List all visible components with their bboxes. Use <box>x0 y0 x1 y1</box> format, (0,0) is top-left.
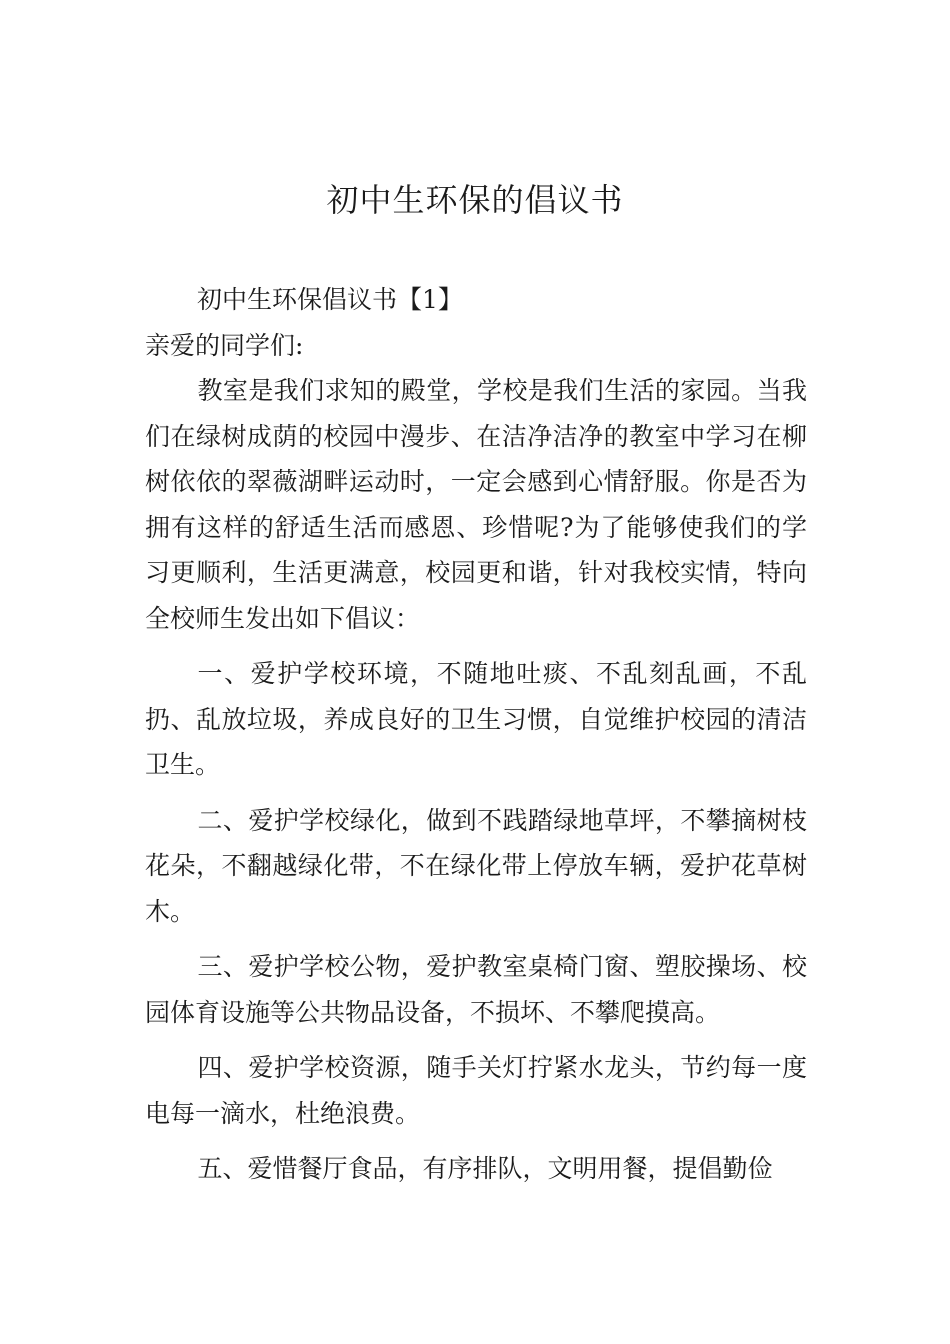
paragraph-item-5: 五、爱惜餐厅食品，有序排队，文明用餐，提倡勤俭 <box>197 1154 773 1183</box>
paragraph-intro: 教室是我们求知的殿堂，学校是我们生活的家园。当我们在绿树成荫的校园中漫步、在洁净洁净的教室中学习在柳树依依的翠薇湖畔运动时，一定会感到心情舒服。你是否为拥有这样的舒适生活而感恩、珍惜呢?为了能够使我们的学习更顺利，生活更满意，校园更和谐，针对我校实情，特向全校师生发出如下倡议： <box>145 376 807 633</box>
paragraph-item-4: 四、爱护学校资源，随手关灯拧紧水龙头，节约每一度电每一滴水，杜绝浪费。 <box>145 1053 807 1128</box>
document-body <box>145 277 807 1192</box>
paragraph-item-3: 三、爱护学校公物，爱护教室桌椅门窗、塑胶操场、校园体育设施等公共物品设备，不损坏、不攀爬摸高。 <box>145 952 807 1027</box>
salutation: 亲爱的同学们: <box>145 330 304 360</box>
paragraph-item-1: 一、爱护学校环境，不随地吐痰、不乱刻乱画，不乱扔、乱放垃圾，养成良好的卫生习惯，自觉维护校园的清洁卫生。 <box>145 659 807 779</box>
paragraph-item-2: 二、爱护学校绿化，做到不践踏绿地草坪，不攀摘树枝花朵，不翻越绿化带，不在绿化带上停放车辆，爱护花草树木。 <box>145 805 807 926</box>
document-subtitle: 初中生环保倡议书【1】 <box>197 285 463 314</box>
document-title: 初中生环保的倡议书 <box>326 181 624 219</box>
